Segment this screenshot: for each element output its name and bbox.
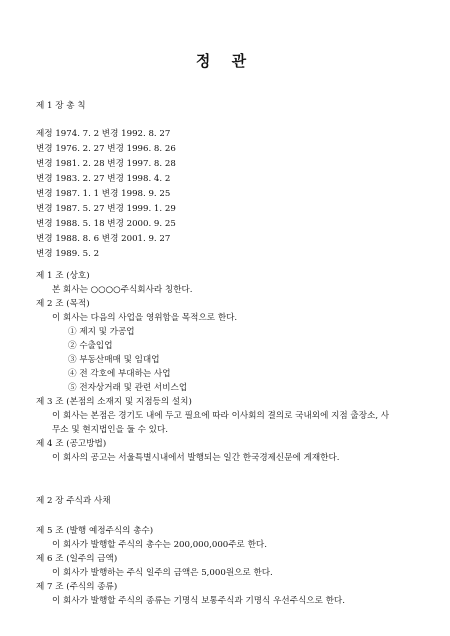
amendment-history-line: 변경 1981. 2. 28 변경 1997. 8. 28 bbox=[36, 159, 176, 169]
article-body: 이 회사가 발행하는 주식 일주의 금액은 5,000원으로 한다. bbox=[52, 568, 273, 578]
chapter-heading: 제 1 장 총 칙 bbox=[36, 101, 86, 111]
article-body: 이 회사가 발행할 주식의 종류는 기명식 보통주식과 기명식 우선주식으로 한다. bbox=[52, 596, 345, 606]
article-title: 제 4 조 (공고방법) bbox=[36, 439, 107, 449]
amendment-history-line: 변경 1989. 5. 2 bbox=[36, 249, 100, 259]
article-list-item: ② 수출입업 bbox=[68, 341, 113, 351]
article-title: 제 5 조 (발행 예정주식의 총수) bbox=[36, 526, 154, 536]
amendment-history-line: 변경 1988. 5. 18 변경 2000. 9. 25 bbox=[36, 219, 176, 229]
article-title: 제 6 조 (일주의 금액) bbox=[36, 554, 118, 564]
article-title: 제 1 조 (상호) bbox=[36, 271, 90, 281]
article-body: 이 회사는 다음의 사업을 영위함을 목적으로 한다. bbox=[52, 313, 238, 323]
amendment-history-line: 변경 1983. 2. 27 변경 1998. 4. 2 bbox=[36, 174, 171, 184]
amendment-history-line: 제정 1974. 7. 2 변경 1992. 8. 27 bbox=[36, 129, 171, 139]
article-body: 이 회사가 발행할 주식의 총수는 200,000,000주로 한다. bbox=[52, 540, 267, 550]
chapter-heading: 제 2 장 주식과 사채 bbox=[36, 496, 111, 506]
article-list-item: ① 제지 및 가공업 bbox=[68, 327, 135, 337]
article-body: 이 회사의 공고는 서울특별시내에서 발행되는 일간 한국경제신문에 게재한다. bbox=[52, 453, 340, 463]
amendment-history-line: 변경 1976. 2. 27 변경 1996. 8. 26 bbox=[36, 144, 176, 154]
article-body: 본 회사는 ○○○○주식회사라 칭한다. bbox=[52, 285, 193, 295]
article-list-item: ③ 부동산매매 및 임대업 bbox=[68, 355, 160, 365]
article-list-item: ⑤ 전자상거래 및 관련 서비스업 bbox=[68, 383, 188, 393]
article-title: 제 7 조 (주식의 종류) bbox=[36, 582, 118, 592]
amendment-history-line: 변경 1987. 5. 27 변경 1999. 1. 29 bbox=[36, 204, 176, 214]
article-title: 제 3 조 (본점의 소재지 및 지점등의 설치) bbox=[36, 397, 192, 407]
amendment-history-line: 변경 1987. 1. 1 변경 1998. 9. 25 bbox=[36, 189, 171, 199]
article-body: 이 회사는 본점은 경기도 내에 두고 필요에 따라 이사회의 결의로 국내외에 지점 출장소, 사 bbox=[52, 411, 390, 421]
article-title: 제 2 조 (목적) bbox=[36, 299, 90, 309]
article-body-continued: 무소 및 현지법인을 둘 수 있다. bbox=[52, 425, 169, 435]
amendment-history-line: 변경 1988. 8. 6 변경 2001. 9. 27 bbox=[36, 234, 171, 244]
document-title: 정 관 bbox=[195, 52, 255, 70]
article-list-item: ④ 전 각호에 부대하는 사업 bbox=[68, 369, 171, 379]
